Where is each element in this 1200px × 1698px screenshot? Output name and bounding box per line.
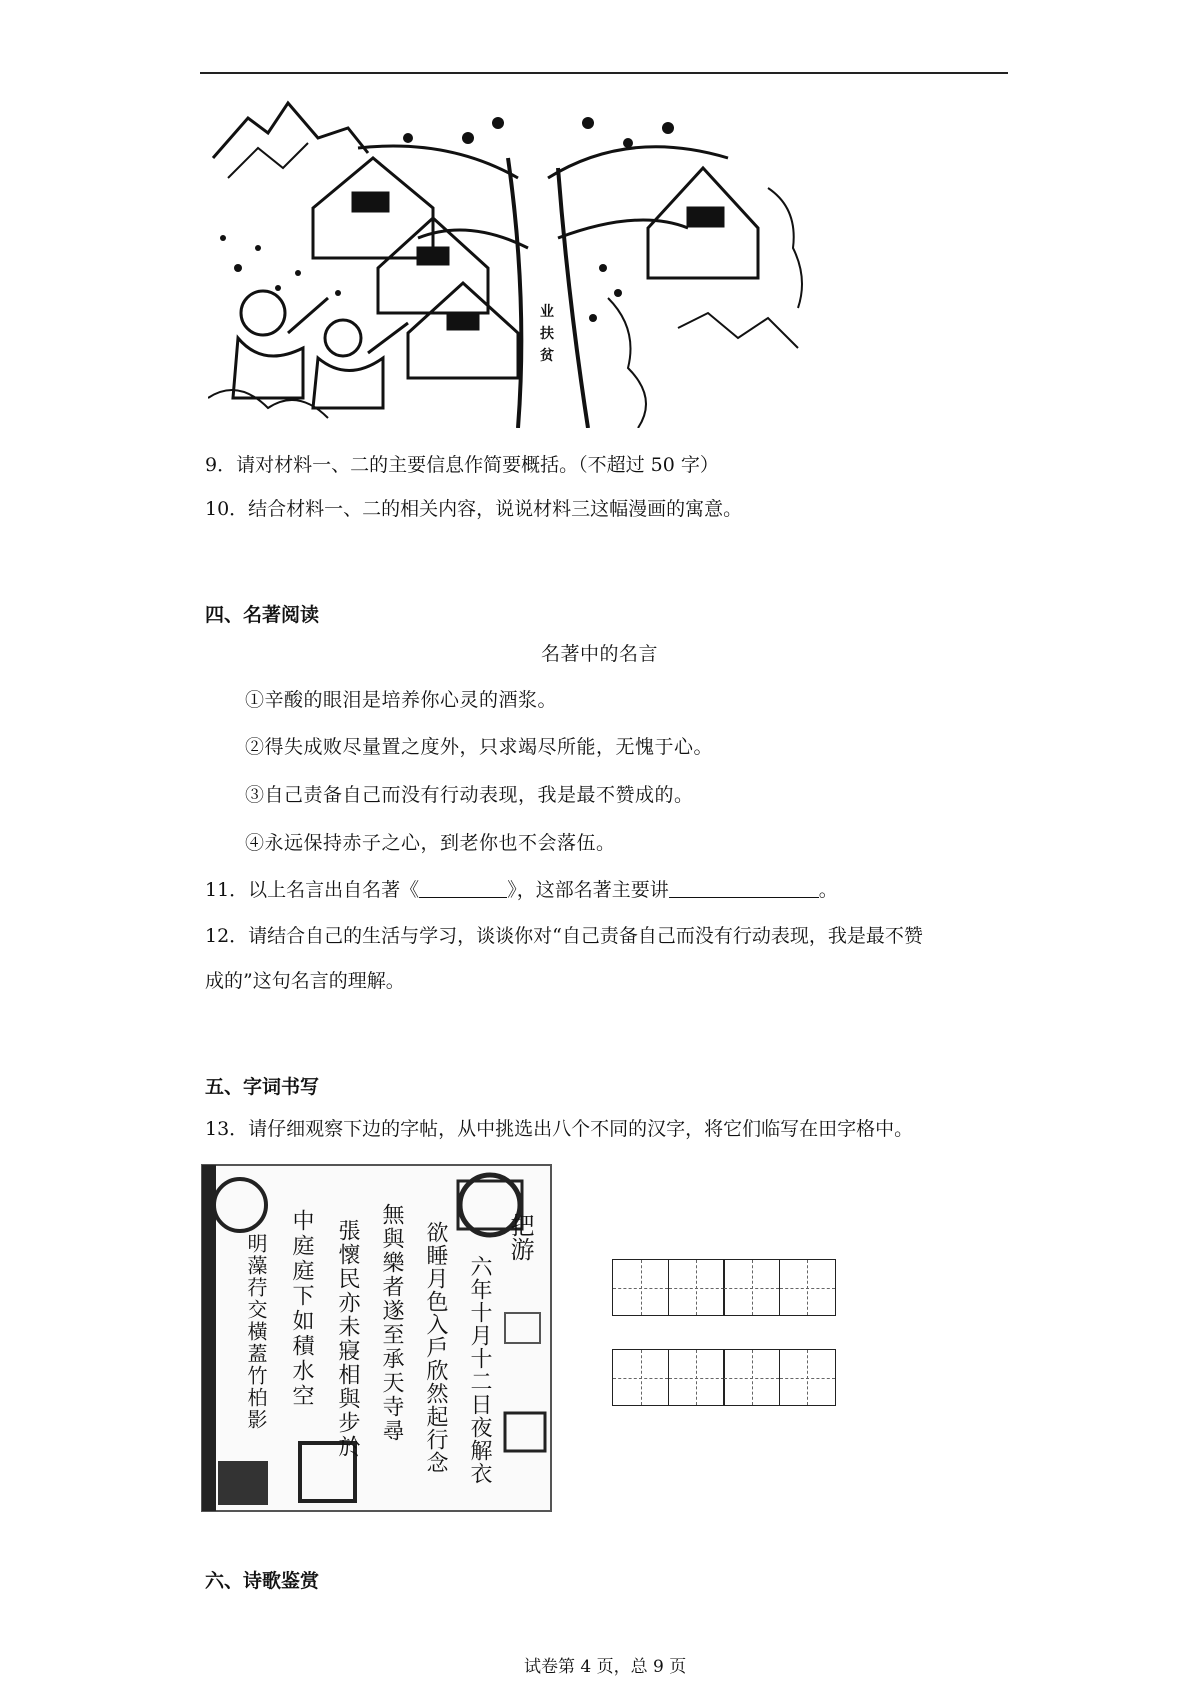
calligraphy-column: 明藻荇交橫蓋竹柏影 [244,1233,268,1431]
calligraphy-copybook [200,1163,553,1513]
tianzige-cell[interactable] [779,1349,836,1406]
tianzige-cell[interactable] [612,1259,669,1316]
tianzige-cell[interactable] [723,1259,780,1316]
quote-item: ③自己责备自己而没有行动表现，我是最不赞成的。 [245,784,694,806]
tianzige-row [612,1349,834,1406]
question-11-text: 》，这部名著主要讲 [507,879,669,901]
section-heading-poetry: 六、诗歌鉴赏 [205,1570,320,1592]
cartoon-sign-char: 贫 [540,348,554,364]
quote-item: ②得失成败尽量置之度外，只求竭尽所能，无愧于心。 [245,736,714,758]
tianzige-cell[interactable] [668,1259,725,1316]
classics-title: 名著中的名言 [541,643,659,665]
quote-item: ④永远保持赤子之心，到老你也不会落伍。 [245,832,616,854]
cartoon-illustration [208,98,816,428]
calligraphy-column: 把游 [506,1213,534,1261]
tianzige-row [612,1259,834,1316]
tianzige-cell[interactable] [668,1349,725,1406]
question-11-text: 。 [818,879,838,901]
cartoon-sign-char: 业 [540,304,554,320]
header-rule [200,72,1008,74]
question-13: 13．请仔细观察下边的字帖，从中挑选出八个不同的汉字，将它们临写在田字格中。 [205,1118,914,1140]
question-12-line2: 成的”这句名言的理解。 [205,970,405,992]
book-summary-blank[interactable] [669,877,819,898]
question-12-line1: 12．请结合自己的生活与学习，谈谈你对“自己责备自己而没有行动表现，我是最不赞 [205,925,923,947]
question-10: 10．结合材料一、二的相关内容，说说材料三这幅漫画的寓意。 [205,498,743,520]
page-footer: 试卷第 4 页，总 9 页 [524,1657,687,1677]
tianzige-cell[interactable] [779,1259,836,1316]
calligraphy-column: 中庭庭下如積水空 [289,1209,314,1409]
question-11-text: 11．以上名言出自名著《 [205,879,420,901]
calligraphy-column: 張懷民亦未寢相與步於 [335,1219,360,1459]
tianzige-cell[interactable] [723,1349,780,1406]
section-heading-writing: 五、字词书写 [205,1076,320,1098]
calligraphy-column: 六年十月十二日夜解衣 [467,1255,492,1485]
question-11 [205,876,838,904]
cartoon-sign-char: 扶 [540,326,554,342]
calligraphy-column: 欲睡月色入戶欣然起行念 [423,1221,448,1474]
calligraphy-column: 無與樂者遂至承天寺尋 [379,1203,404,1443]
section-heading-classics: 四、名著阅读 [205,604,320,626]
tianzige-cell[interactable] [612,1349,669,1406]
quote-item: ①辛酸的眼泪是培养你心灵的酒浆。 [245,689,558,711]
question-9: 9．请对材料一、二的主要信息作简要概括。（不超过 50 字） [205,454,719,476]
book-title-blank[interactable] [419,877,507,898]
